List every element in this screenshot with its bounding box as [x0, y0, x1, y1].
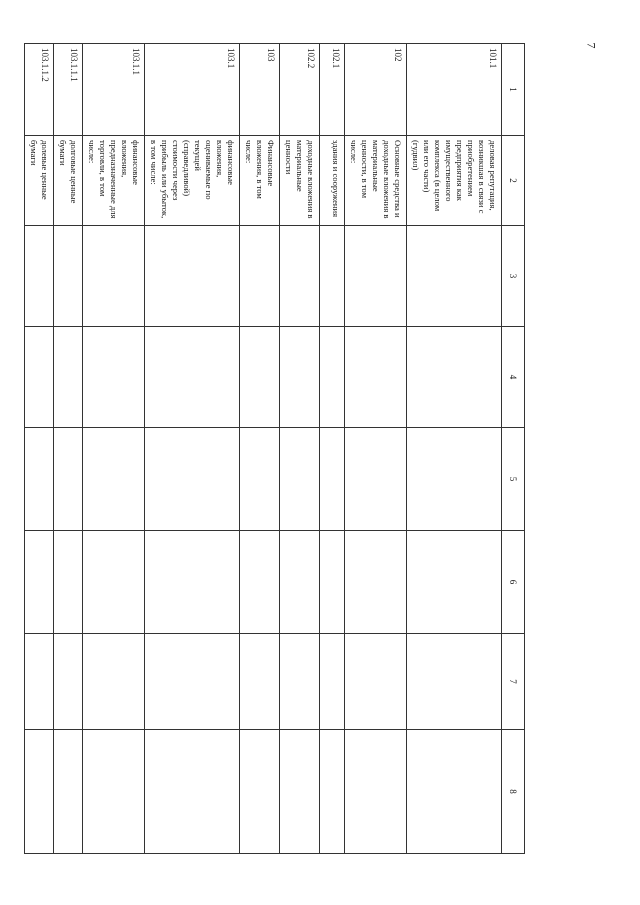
row-code: 102 [345, 44, 407, 136]
header-cell: 7 [502, 634, 525, 730]
row-name: долевые ценные бумаги [25, 136, 54, 226]
table-region [29, 43, 525, 853]
table-cell [145, 531, 240, 634]
table-cell [83, 730, 145, 854]
table-cell [407, 730, 502, 854]
table-row [280, 44, 320, 854]
row-code: 103.1.1.2 [25, 44, 54, 136]
header-cell: 1 [502, 44, 525, 136]
table-cell [54, 730, 83, 854]
table-cell [145, 634, 240, 730]
table-cell [320, 634, 345, 730]
table-cell [320, 730, 345, 854]
table-row [407, 44, 502, 854]
table-cell [145, 327, 240, 428]
table-cell [240, 634, 280, 730]
table-cell [345, 226, 407, 327]
header-cell: 5 [502, 428, 525, 531]
table-cell [407, 634, 502, 730]
table-cell [145, 730, 240, 854]
table-cell [25, 226, 54, 327]
table-cell [280, 226, 320, 327]
header-cell: 6 [502, 531, 525, 634]
table-cell [25, 531, 54, 634]
row-name: Финансовые вложения, в том числе: [240, 136, 280, 226]
row-code: 101.1 [407, 44, 502, 136]
row-code: 103.1.1.1 [54, 44, 83, 136]
table-cell [345, 730, 407, 854]
table-cell [54, 327, 83, 428]
row-name: деловая репутация, возникшая в связи с приобретением предприятия как имущественного комплекса (в целом или его части) (гудвил) [407, 136, 502, 226]
table-cell [345, 428, 407, 531]
row-code: 102.1 [320, 44, 345, 136]
table-cell [83, 428, 145, 531]
row-name: долговые ценные бумаги [54, 136, 83, 226]
data-table [24, 43, 525, 854]
table-cell [25, 634, 54, 730]
table-cell [83, 226, 145, 327]
table-row [83, 44, 145, 854]
table-cell [320, 531, 345, 634]
table-cell [345, 634, 407, 730]
table-cell [240, 428, 280, 531]
table-cell [83, 531, 145, 634]
row-code: 102.2 [280, 44, 320, 136]
table-cell [320, 428, 345, 531]
table-cell [54, 634, 83, 730]
table-cell [54, 428, 83, 531]
row-name: финансовые вложения, предназначенные для торговли, в том числе: [83, 136, 145, 226]
table-cell [280, 327, 320, 428]
header-cell: 3 [502, 226, 525, 327]
table-cell [54, 226, 83, 327]
table-cell [83, 634, 145, 730]
table-cell [145, 226, 240, 327]
rotated-table-container [29, 43, 525, 853]
row-name: Основные средства и доходные вложения в материальные ценности, в том числе: [345, 136, 407, 226]
table-cell [280, 730, 320, 854]
row-code: 103.1 [145, 44, 240, 136]
table-cell [320, 327, 345, 428]
table-cell [280, 428, 320, 531]
table-cell [345, 531, 407, 634]
table-cell [280, 634, 320, 730]
row-code: 103.1.1 [83, 44, 145, 136]
table-cell [280, 531, 320, 634]
table-cell [240, 531, 280, 634]
table-cell [407, 531, 502, 634]
table-cell [25, 327, 54, 428]
table-cell [54, 531, 83, 634]
header-cell: 8 [502, 730, 525, 854]
table-row [145, 44, 240, 854]
table-cell [83, 327, 145, 428]
table-cell [145, 428, 240, 531]
row-name: доходные вложения в материальные ценности [280, 136, 320, 226]
table-row [54, 44, 83, 854]
table-cell [25, 428, 54, 531]
header-cell: 2 [502, 136, 525, 226]
table-row [240, 44, 280, 854]
table-cell [407, 327, 502, 428]
row-name: финансовые вложения, оцениваемые по текущей (справедливой) стоимости через прибыль или убыток, в том числе: [145, 136, 240, 226]
table-cell [240, 327, 280, 428]
row-code: 103 [240, 44, 280, 136]
table-cell [240, 226, 280, 327]
table-cell [407, 428, 502, 531]
table-row [25, 44, 54, 854]
table-cell [407, 226, 502, 327]
table-cell [240, 730, 280, 854]
table-header-row [502, 44, 525, 854]
header-cell: 4 [502, 327, 525, 428]
table-cell [25, 730, 54, 854]
table-row [345, 44, 407, 854]
table-row [320, 44, 345, 854]
page-number: 7 [584, 42, 599, 49]
row-name: здания и сооружения [320, 136, 345, 226]
table-cell [345, 327, 407, 428]
table-cell [320, 226, 345, 327]
